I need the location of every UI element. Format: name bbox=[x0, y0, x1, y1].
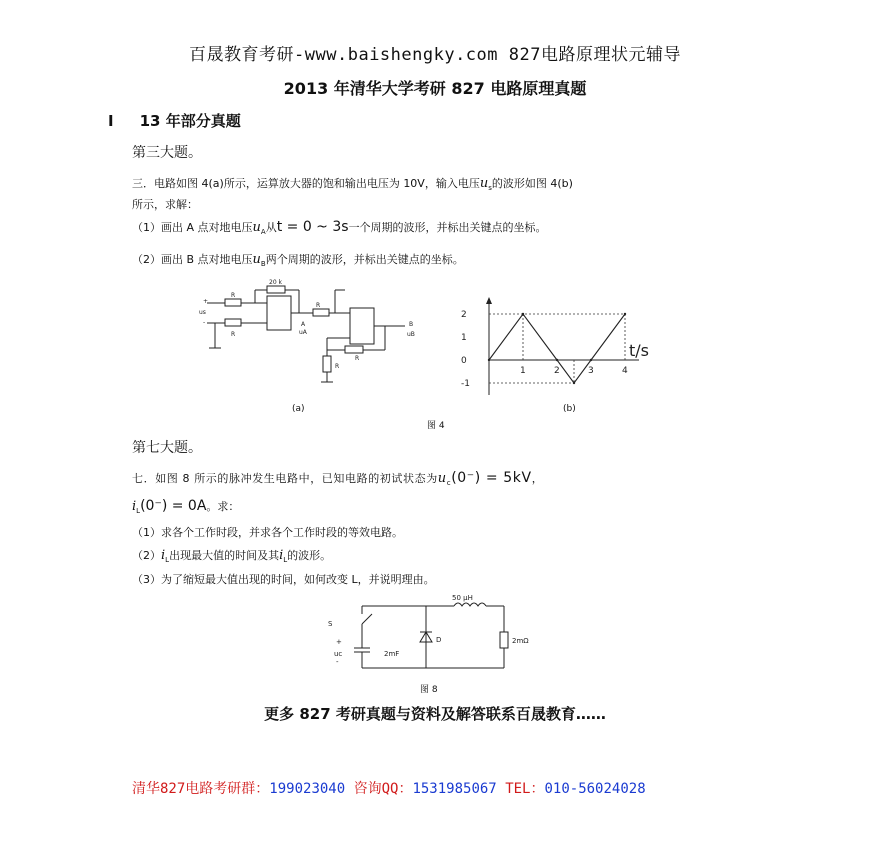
contact-group-label: 清华827电路考研群： bbox=[132, 781, 270, 797]
q7-item1: （1）求各个工作时段，并求各个工作时段的等效电路。 bbox=[132, 526, 403, 539]
q3-item2-var: u bbox=[252, 252, 261, 267]
q7-var-il-sub: L bbox=[136, 507, 141, 516]
q3-var-us-sub: s bbox=[488, 184, 492, 193]
q3-item1-from: 从 bbox=[265, 221, 277, 234]
fig8-switch: S bbox=[328, 620, 333, 628]
data-point bbox=[590, 359, 592, 361]
section-label: 13 年部分真题 bbox=[139, 112, 241, 130]
q7-item2-var: i bbox=[161, 548, 166, 563]
fig4a-r3: R bbox=[316, 302, 321, 309]
fig8-plus: + bbox=[336, 638, 342, 646]
fig4a-r5: R bbox=[335, 363, 340, 370]
fig4a-plus: + bbox=[203, 298, 209, 305]
x-tick-label: 2 bbox=[554, 366, 560, 376]
fig8-caption: 图 8 bbox=[420, 685, 438, 695]
contact-qq: 1531985067 bbox=[412, 781, 497, 797]
more-resources: 更多 827 考研真题与资料及解答联系百晟教育…… bbox=[264, 705, 606, 723]
contact-tel-label: TEL： bbox=[505, 781, 545, 797]
q3-item2-sub: B bbox=[260, 260, 266, 269]
y-tick-label: 0 bbox=[461, 356, 467, 366]
data-point bbox=[488, 359, 490, 361]
fig4-caption: 图 4 bbox=[427, 421, 445, 431]
fig8-inductor: 50 μH bbox=[452, 594, 473, 602]
y-tick-label: 1 bbox=[461, 333, 467, 343]
q7-item2 bbox=[132, 547, 331, 564]
x-tick-label: 1 bbox=[520, 366, 526, 376]
q7-item2-var2: i bbox=[279, 548, 284, 563]
q7-var-il: i bbox=[132, 499, 137, 514]
contact-line bbox=[132, 778, 646, 798]
fig8-uc: uc bbox=[334, 650, 343, 658]
q7-item2-tail: 的波形。 bbox=[287, 549, 332, 562]
q3-heading: 第三大题。 bbox=[132, 145, 202, 161]
q3-var-us: u bbox=[479, 176, 489, 191]
section-numeral: I bbox=[108, 112, 114, 130]
q3-item2-text: （2）画出 B 点对地电压 bbox=[132, 253, 253, 266]
y-tick-label: -1 bbox=[461, 379, 470, 389]
fig8-cap: 2mF bbox=[384, 650, 400, 658]
q7-line1 bbox=[132, 470, 543, 487]
fig8-resistor: 2mΩ bbox=[512, 637, 529, 645]
x-tick-label: 4 bbox=[622, 366, 628, 376]
fig8-diode: D bbox=[436, 636, 442, 644]
q7-item2-text: 出现最大值的时间及其 bbox=[169, 549, 280, 562]
data-point bbox=[556, 359, 558, 361]
figure8-circuit bbox=[322, 596, 552, 676]
q7-line1-math: (0⁻) = 5kV bbox=[451, 470, 532, 486]
q7-item2-num: （2） bbox=[132, 549, 161, 562]
y-tick-label: 2 bbox=[461, 310, 467, 320]
data-point bbox=[522, 313, 524, 315]
q7-line2 bbox=[132, 498, 239, 515]
fig4a-ua: uA bbox=[299, 329, 307, 336]
q7-var-uc-sub: c bbox=[446, 479, 452, 488]
q7-line1-text: 七．如图 8 所示的脉冲发生电路中，已知电路的初试状态为 bbox=[132, 472, 438, 485]
q7-heading: 第七大题。 bbox=[132, 440, 202, 456]
q3-item1-tail: 一个周期的波形，并标出关键点的坐标。 bbox=[348, 221, 547, 234]
fig4a-us: us bbox=[199, 309, 206, 316]
data-point bbox=[624, 313, 626, 315]
q3-line2: 所示，求解： bbox=[132, 198, 198, 211]
contact-qq-label: 咨询QQ： bbox=[353, 781, 413, 797]
section-heading bbox=[108, 110, 241, 131]
contact-group: 199023040 bbox=[269, 781, 346, 797]
q7-item3: （3）为了缩短最大值出现的时间，如何改变 L，并说明理由。 bbox=[132, 573, 435, 586]
x-tick-label: 3 bbox=[588, 366, 594, 376]
data-point bbox=[573, 382, 575, 384]
q7-item2-sub2: L bbox=[283, 556, 288, 565]
x-axis-label: t/s bbox=[629, 341, 649, 360]
fig4a-r-top: 20 k bbox=[269, 279, 283, 286]
q7-line1-end: ， bbox=[531, 472, 544, 485]
q3-item1-text: （1）画出 A 点对地电压 bbox=[132, 221, 253, 234]
q7-item2-sub: L bbox=[165, 556, 170, 565]
fig4a-caption: (a) bbox=[292, 404, 305, 414]
q3-item1-math: t = 0 ~ 3s bbox=[276, 219, 349, 235]
fig4a-node-b: B bbox=[409, 321, 414, 328]
q3-line1-tail: 的波形如图 4(b) bbox=[491, 177, 573, 190]
fig4a-r2: R bbox=[231, 331, 236, 338]
q7-line2-math: (0⁻) = 0A bbox=[140, 498, 207, 514]
q3-item2-tail: 两个周期的波形，并标出关键点的坐标。 bbox=[265, 253, 464, 266]
fig4a-minus: - bbox=[203, 319, 206, 326]
fig4a-node-a: A bbox=[301, 321, 306, 328]
q3-item2 bbox=[132, 251, 464, 268]
q3-item1 bbox=[132, 219, 547, 236]
fig4a-r4: R bbox=[355, 355, 360, 362]
fig4b-caption: (b) bbox=[563, 404, 576, 414]
q7-var-uc: u bbox=[437, 471, 447, 486]
fig8-minus: - bbox=[336, 658, 339, 666]
fig4a-r1: R bbox=[231, 292, 236, 299]
q3-item1-sub: A bbox=[260, 228, 266, 237]
contact-tel: 010-56024028 bbox=[544, 781, 646, 797]
page-header: 百晟教育考研-www.baishengky.com 827电路原理状元辅导 bbox=[189, 45, 681, 65]
q7-line2-end: 。求： bbox=[206, 500, 240, 513]
q3-line1 bbox=[132, 175, 573, 192]
y-axis-arrow bbox=[486, 297, 492, 304]
q3-line1-text: 三．电路如图 4(a)所示，运算放大器的饱和输出电压为 10V，输入电压 bbox=[132, 177, 480, 190]
figure4a-circuit bbox=[195, 278, 425, 408]
figure4b-chart bbox=[447, 296, 647, 406]
page-title: 2013 年清华大学考研 827 电路原理真题 bbox=[283, 79, 587, 98]
fig4a-ub: uB bbox=[407, 331, 415, 338]
q3-item1-var: u bbox=[252, 220, 261, 235]
